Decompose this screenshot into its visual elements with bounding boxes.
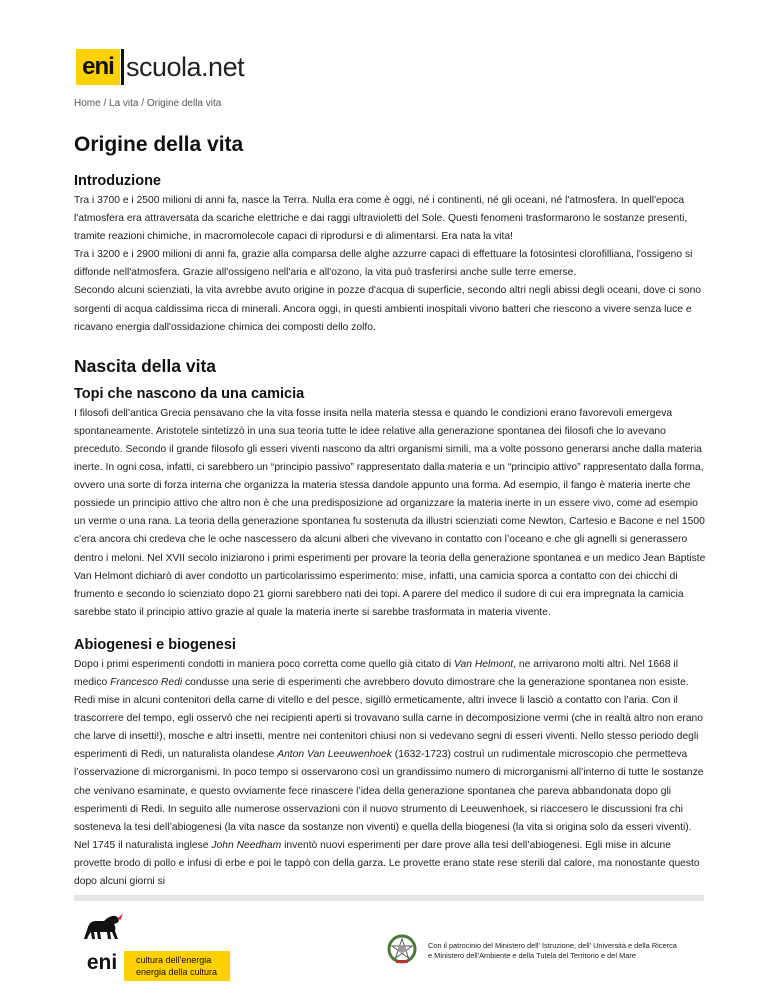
- page-title: Origine della vita: [74, 133, 244, 156]
- scientist-name: Francesco Redi: [110, 676, 183, 688]
- breadcrumb: [74, 98, 221, 109]
- footer-eni-box: [80, 945, 124, 981]
- footer-tagline-line: energia della cultura: [136, 967, 218, 977]
- footer-brand: eni: [86, 951, 118, 974]
- breadcrumb-separator: /: [138, 98, 147, 109]
- text-segment: , ne arrivarono molti altri. Nel 1668 il medico: [74, 658, 679, 688]
- section-heading: Nascita della vita: [74, 355, 217, 376]
- abiogenesi-paragraph: [74, 656, 708, 891]
- footer-tagline: [136, 954, 217, 978]
- logo-divider: [121, 49, 124, 85]
- intro-line: Secondo alcuni scienziati, la vita avrebbe avuto origine in pozze d'acqua di superficie, secondo altri negli abissi degli oceani, dove ci sono sorgenti di acqua caldissima ricca di minerali. Ancora oggi, in questi ambienti inospitali vivono batteri che riescono a vivere senza luce e ricavano energia dall'ossidazione chimica dei composti dello zolfo.: [74, 285, 702, 333]
- patronage-line: e Ministero dell'Ambiente e della Tutela del Territorio e del Mare: [428, 951, 636, 960]
- scientist-name: Van Helmont: [454, 658, 514, 670]
- subsection-heading-camicia: Topi che nascono da una camicia: [74, 385, 305, 402]
- logo-brand: eni: [82, 53, 114, 80]
- site-logo[interactable]: [76, 47, 244, 87]
- intro-line: Tra i 3200 e i 2900 milioni di anni fa, grazie alla comparsa delle alghe azzurre capaci di effettuare la fotosintesi clorofilliana, l'ossigeno si diffonde nell'atmosfera. Grazie all'ossigeno nell'aria e all'ozono, la vita può trasferirsi anche sulle terre emerse.: [74, 249, 693, 279]
- italian-republic-emblem-icon: [386, 933, 418, 965]
- six-legged-dog-icon: [80, 913, 124, 943]
- patronage-line: Con il patrocinio del Ministero dell' Istruzione, dell' Università e della Ricerca: [428, 941, 677, 950]
- breadcrumb-la-vita[interactable]: La vita: [109, 98, 139, 109]
- camicia-paragraph: I filosofi dell’antica Grecia pensavano che la vita fosse insita nella materia stessa e quando le condizioni erano favorevoli emergeva spontaneamente. Aristotele sintetizzò in una sua teoria tutte le idee relative alla generazione spontanea dei filosofi che lo avevano preceduto. Secondo il grande filosofo gli esseri viventi nascono da altri organismi simili, ma a volte possono generarsi anche dalla materia inerte. In ogni cosa, infatti, ci sarebbero un “principio passivo” rappresentato dalla materia e un “principio attivo” rappresentato dalla forma, ovvero una sorte di forza interna che organizza la materia stessa dandole appunto una forma. Ad esempio, il fango è materia inerte che possiede un principio attivo che altro non è che una predisposizione ad organizzare la materia inerte in un essere vivo, come ad esempio un verme o una rana. La teoria della generazione spontanea fu sostenuta da illustri scienziati come Newton, Cartesio e Bacone e nel 1500 c'era ancora chi credeva che le oche nascessero da alcuni alberi che vivevano in contatto con l’oceano e che gli agnelli si generassero dentro i meloni. Nel XVII secolo iniziarono i primi esperimenti per provare la teoria della generazione spontanea e un medico Jean Baptiste Van Helmont dichiarò di aver condotto un particolarissimo esperimento: mise, infatti, una camicia sporca a contatto con dei chicchi di frumento e secondo lo scienziato dopo 21 giorni sarebbero nati dei topi. A parere del medico il sudore di cui era impregnata la camicia sarebbe stato il principio attivo grazie al quale la materia inerte si sarebbe trasformata in materia vivente.: [74, 407, 706, 618]
- text-segment: condusse una serie di esperimenti che avrebbero dovuto dimostrare che la generazione spontanea non esiste. Redi mise in alcuni contenitori della carne di vitello e del pesce, sigillò ermeticamente, altri invece li lasciò a contatto con l’aria. Con il trascorrere del tempo, egli osservò che nei recipienti aperti si trovavano sulla carne in decomposizione vermi (che in realtà altro non erano che larve di insetti!), mosche e altri insetti, mentre nei contenitori chiusi non si vedevano segni di esseri viventi. Nello stesso periodo degli esperimenti di Redi, un naturalista olandese: [74, 676, 704, 761]
- eni-footer-logo[interactable]: [80, 913, 230, 977]
- spacer: [74, 622, 708, 632]
- footer-divider-bar: [74, 895, 704, 901]
- breadcrumb-home[interactable]: Home: [74, 98, 101, 109]
- logo-site-name: scuola.net: [126, 51, 245, 82]
- intro-heading: Introduzione: [74, 173, 161, 189]
- breadcrumb-current: Origine della vita: [146, 98, 222, 109]
- text-segment: inventò nuovi esperimenti per dare prove alla tesi dell’abiogenesi. Egli mise in alcune provette brodo di pollo e infusi di erbe e poi le tappò con della garza. Le provette erano state rese sterili dal calore, ma nonostante questo dopo alcuni giorni si: [74, 839, 700, 887]
- text-segment: Dopo i primi esperimenti condotti in maniera poco corretta come quello già citato di: [74, 658, 455, 670]
- text-segment: (1632-1723) costruì un rudimentale microscopio che permetteva l’osservazione di microrganismi. In poco tempo si osservarono così un grandissimo numero di microrganismi all’interno di tutte le sostanze che venivano esaminate, e questo ovviamente fece rinascere l’idea della generazione spontanea che pareva abbandonata dopo gli esperimenti di Redi. In seguito alle numerose osservazioni con il nuovo strumento di Leeuwenhoek, si riaccesero le discussioni fra chi sosteneva la tesi dell’abiogenesi (la vita nasce da sostanze non viventi) e quella della biogenesi (la vita si origina solo da esseri viventi). Nel 1745 il naturalista inglese: [74, 749, 704, 851]
- patronage-text: [428, 941, 718, 961]
- intro-paragraph: [74, 192, 708, 337]
- article: [74, 132, 708, 891]
- spacer: [74, 337, 708, 347]
- footer: [74, 895, 708, 994]
- footer-tagline-line: cultura dell'energia: [136, 955, 212, 965]
- footer-tagline-box: [124, 951, 230, 981]
- subsection-heading-abiogenesi: Abiogenesi e biogenesi: [74, 636, 236, 653]
- intro-line: Tra i 3700 e i 2500 milioni di anni fa, nasce la Terra. Nulla era come è oggi, né i continenti, né gli oceani, né l'atmosfera. In quell'epoca l'atmosfera era attraversata da scariche elettriche e dai raggi ultravioletti del Sole. Questi fenomeni trasformarono le sostanze presenti, tramite reazioni chimiche, in macromolecole capaci di riprodursi e di alimentarsi. Era nata la vita!: [74, 195, 688, 243]
- breadcrumb-separator: /: [100, 98, 110, 109]
- scientist-name: Anton Van Leeuwenhoek: [277, 749, 392, 761]
- scientist-name: John Needham: [211, 839, 282, 851]
- eni-logo-box: [76, 49, 120, 85]
